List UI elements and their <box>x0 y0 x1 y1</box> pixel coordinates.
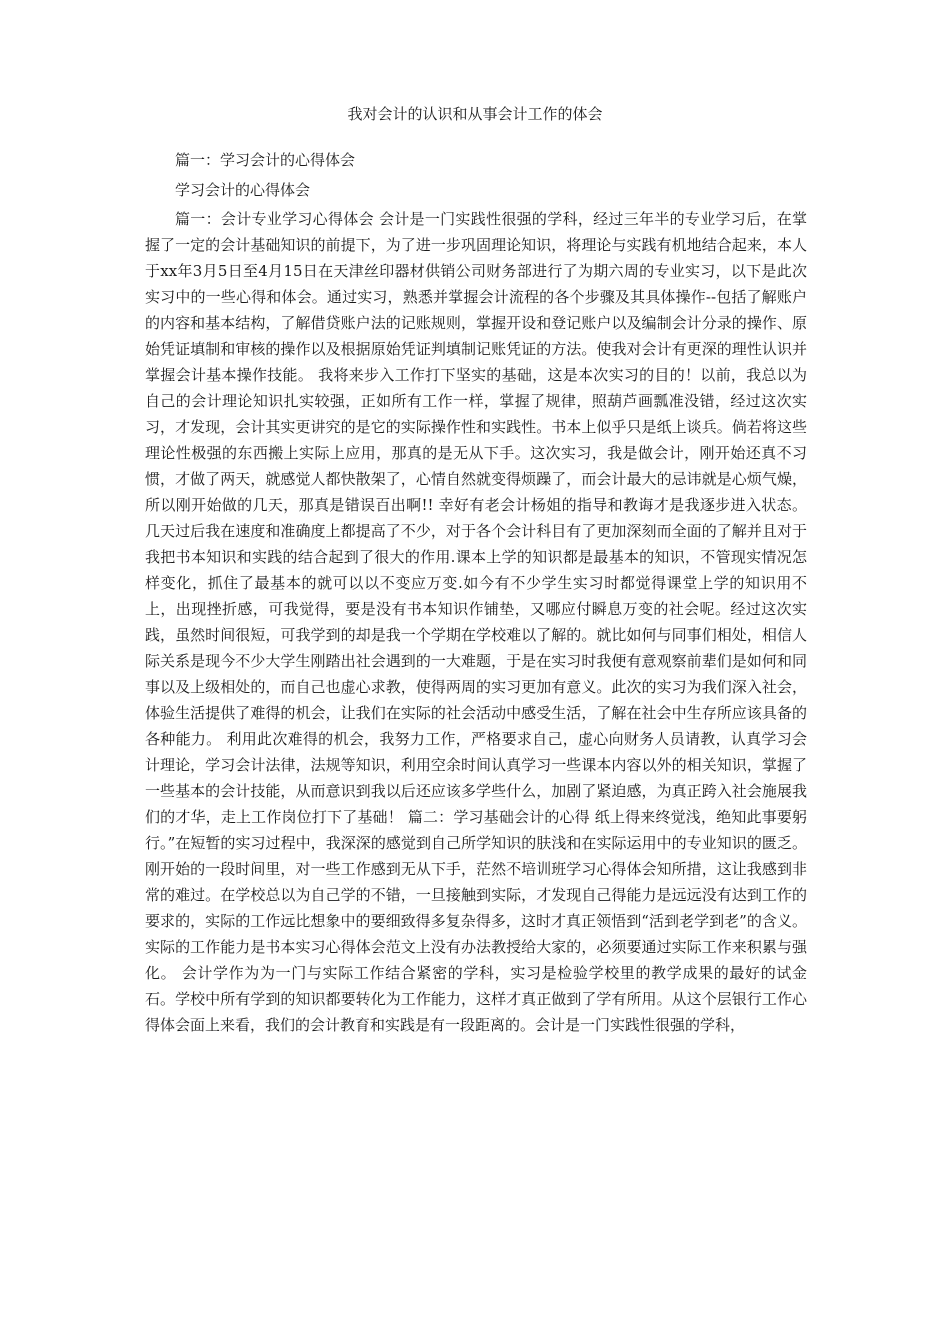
document-title: 我对会计的认识和从事会计工作的体会 <box>347 105 603 123</box>
section-heading: 篇一：学习会计的心得体会 <box>175 151 356 169</box>
body-paragraph: 篇一：会计专业学习心得体会 会计是一门实践性很强的学科，经过三年半的专业学习后，在掌握了一定的会计基础知识的前提下，为了进一步巩固理论知识，将理论与实践有机地结合起来，本人于xx年3月5日至4月15日在天津丝印器材供销公司财务部进行了为期六周的专业实习，以下是此次实习中的一些心得和体会。通过实习，熟悉并掌握会计流程的各个步骤及其具体操作--包括了解账户的内容和基本结构，了解借贷账户法的记账规则，掌握开设和登记账户以及编制会计分录的操作、原始凭证填制和审核的操作以及根据原始凭证判填制记账凭证的方法。使我对会计有更深的理性认识并掌握会计基本操作技能。 我将来步入工作打下坚实的基础，这是本次实习的目的！以前，我总以为自己的会计理论知识扎实较强，正如所有工作一样，掌握了规律，照葫芦画瓢准没错，经过这次实习，才发现，会计其实更讲究的是它的实际操作性和实践性。书本上似乎只是纸上谈兵。倘若将这些理论性极强的东西搬上实际上应用，那真的是无从下手。这次实习，我是做会计，刚开始还真不习惯，才做了两天，就感觉人都快散架了，心情自然就变得烦躁了，而会计最大的忌讳就是心烦气燥，所以刚开始做的几天，那真是错误百出啊!! 幸好有老会计杨姐的指导和教诲才是我逐步进入状态。 几天过后我在速度和准确度上都提高了不少，对于各个会计科目有了更加深刻而全面的了解并且对于我把书本知识和实践的结合起到了很大的作用.课本上学的知识都是最基本的知识，不管现实情况怎样变化，抓住了最基本的就可以以不变应万变.如今有不少学生实习时都觉得课堂上学的知识用不上，出现挫折感，可我觉得，要是没有书本知识作铺垫，又哪应付瞬息万变的社会呢。经过这次实践，虽然时间很短，可我学到的却是我一个学期在学校难以了解的。就比如何与同事们相处，相信人际关系是现今不少大学生刚踏出社会遇到的一大难题，于是在实习时我便有意观察前辈们是如何和同事以及上级相处的，而自己也虚心求教，使得两周的实习更加有意义。此次的实习为我们深入社会，体验生活提供了难得的机会，让我们在实际的社会活动中感受生活，了解在社会中生存所应该具备的各种能力。 利用此次难得的机会，我努力工作，严格要求自己，虚心向财务人员请教，认真学习会计理论，学习会计法律，法规等知识，利用空余时间认真学习一些课本内容以外的相关知识，掌握了一些基本的会计技能，从而意识到我以后还应该多学些什么，加剧了紧迫感，为真正跨入社会施展我们的才华，走上工作岗位打下了基础！ 篇二：学习基础会计的心得 纸上得来终觉浅，绝知此事要躬行。”在短暂的实习过程中，我深深的感觉到自己所学知识的肤浅和在实际运用中的专业知识的匮乏。刚开始的一段时间里，对一些工作感到无从下手，茫然不培训班学习心得体会知所措，这让我感到非常的难过。在学校总以为自己学的不错，一旦接触到实际，才发现自己得能力是远远没有达到工作的要求的，实际的工作远比想象中的要细致得多复杂得多，这时才真正领悟到“活到老学到老”的含义。实际的工作能力是书本实习心得体会范文上没有办法教授给大家的，必须要通过实际工作来积累与强化。 会计学作为为一门与实际工作结合紧密的学科，实习是检验学校里的教学成果的最好的试金石。学校中所有学到的知识都要转化为工作能力，这样才真正做到了学有所用。从这个层银行工作心得体会面上来看，我们的会计教育和实践是有一段距离的。会计是一门实践性很强的学科， <box>145 210 807 1034</box>
subsection-heading: 学习会计的心得体会 <box>175 181 311 199</box>
